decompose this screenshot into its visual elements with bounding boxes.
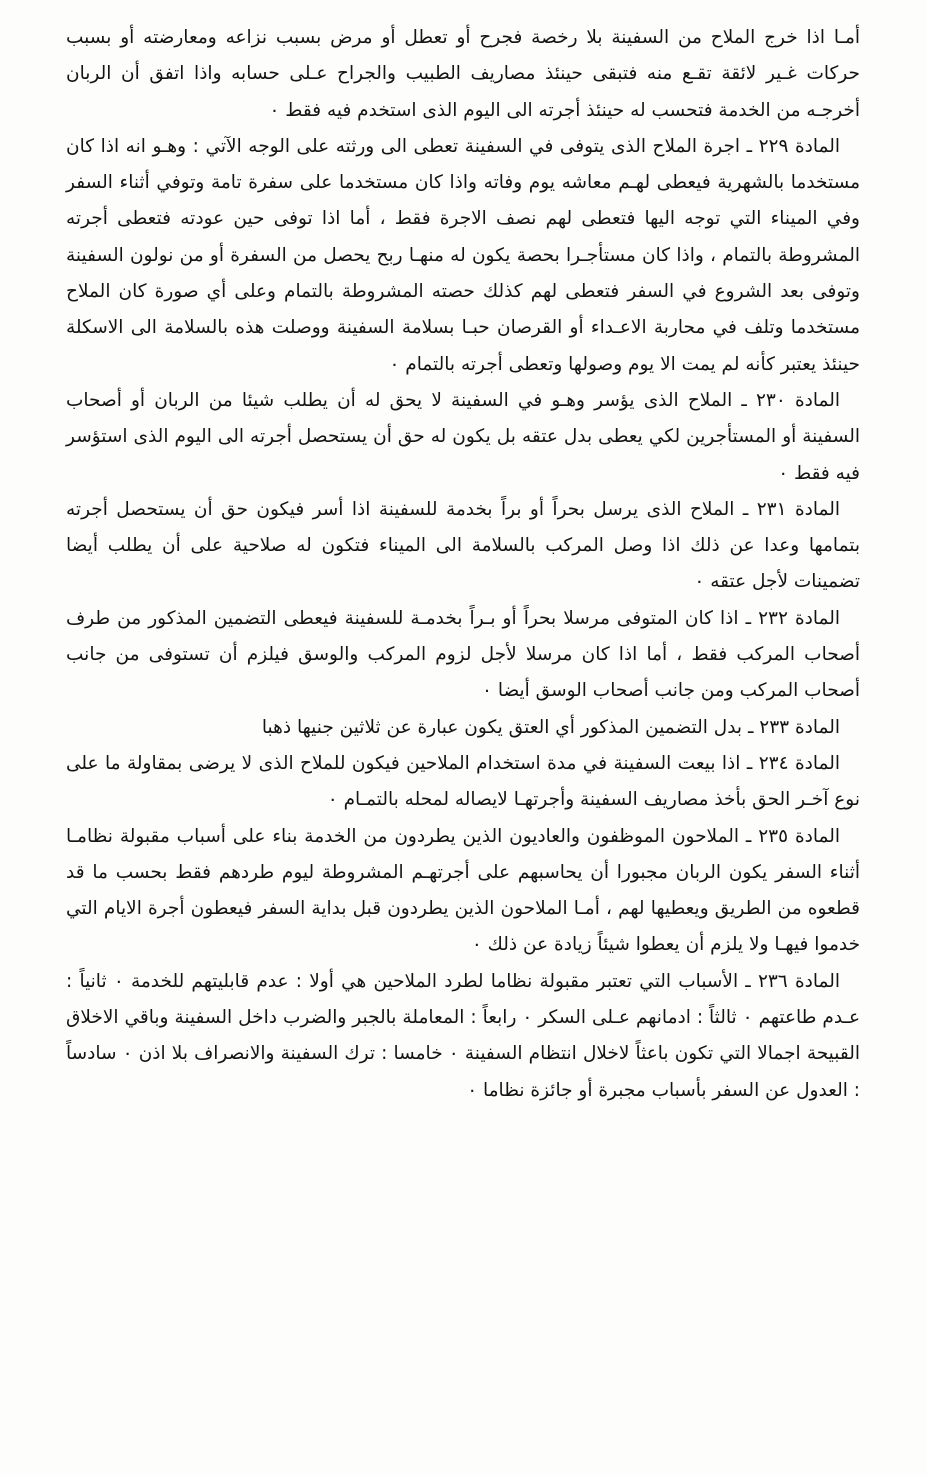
article-233: المادة ٢٣٣ ـ بدل التضمين المذكور أي العتق يكون عبارة عن ثلاثين جنيها ذهبا — [261, 716, 840, 738]
document-body — [66, 20, 860, 1109]
article-235: المادة ٢٣٥ ـ الملاحون الموظفون والعاديون الذين يطردون من الخدمة بناء على أسباب مقبولة نظامـا أثناء السفر يكون الربان مجبورا أن يحاسبهم على أجرتهـم المشروطة ليوم طردهم فقط بحسب ما قد قطعوه من الطريق ويعطيها لهم ، أمـا الملاحون الذين يطردون قبل بداية السفر فيعطون أجرة الايام التي خدموا فيهـا ولا يلزم أن يعطوا شيئاً زيادة عن ذلك ٠ — [66, 825, 860, 956]
article-230: المادة ٢٣٠ ـ الملاح الذى يؤسر وهـو في السفينة لا يحق له أن يطلب شيئا من الربان أو أصحاب السفينة أو المستأجرين لكي يعطى بدل عتقه بل يكون له حق أن يستحصل أجرته الى اليوم الذى استؤسر فيه فقط ٠ — [66, 389, 860, 484]
article-234: المادة ٢٣٤ ـ اذا بيعت السفينة في مدة استخدام الملاحين فيكون للملاح الذى لا يرضى بمقاولة ما على نوع آخـر الحق بأخذ مصاريف السفينة وأجرتهـا لايصاله لمحله بالتمـام ٠ — [66, 752, 860, 811]
article-229: المادة ٢٢٩ ـ اجرة الملاح الذى يتوفى في السفينة تعطى الى ورثته على الوجه الآتي : وهـو انه اذا كان مستخدما بالشهرية فيعطى لهـم معاشه يوم وفاته واذا كان مستخدما على سفرة تامة وتوفي أثناء السفر وفي الميناء التي توجه اليها فتعطى لهم نصف الاجرة فقط ، أما اذا توفى حين عودته فتعطى أجرته المشروطة بالتمام ، واذا كان مستأجـرا بحصة يكون له منهـا ربح يحصل من السفرة أو من نولون السفينة وتوفى بعد الشروع في السفر فتعطى لهم كذلك حصته المشروطة بالتمام وعلى أي صورة كان الملاح مستخدما وتلف في محاربة الاعـداء أو القرصان حبـا بسلامة السفينة ووصلت هذه بالسلامة الى الاسكلة حينئذ يعتبر كأنه لم يمت الا يوم وصولها وتعطى أجرته بالتمام ٠ — [66, 135, 860, 375]
article-232: المادة ٢٣٢ ـ اذا كان المتوفى مرسلا بحراً أو بـراً بخدمـة للسفينة فيعطى التضمين المذكور من طرف أصحاب المركب فقط ، أما اذا كان مرسلا لأجل لزوم المركب والوسق فيلزم أن تستوفى من جانب أصحاب المركب ومن جانب أصحاب الوسق أيضا ٠ — [66, 607, 860, 702]
paragraph-continuation: أمـا اذا خرج الملاح من السفينة بلا رخصة فجرح أو تعطل أو مرض بسبب نزاعه ومعارضته أو بسبب حركات غـير لائقة تقـع منه فتبقى حينئذ مصاريف الطبيب والجراح عـلى حسابه واذا اتفق أن الربان أخرجـه من الخدمة فتحسب له حينئذ أجرته الى اليوم الذى استخدم فيه فقط ٠ — [66, 27, 860, 121]
article-236: المادة ٢٣٦ ـ الأسباب التي تعتبر مقبولة نظاما لطرد الملاحين هي أولا : عدم قابليتهم للخدمة ٠ ثانياً : عـدم طاعتهم ٠ ثالثاً : ادمانهم عـلى السكر ٠ رابعاً : المعاملة بالجبر والضرب داخل السفينة وباقي الاخلاق القبيحة اجمالا التي تكون باعثاً لاخلال انتظام السفينة ٠ خامسا : ترك السفينة والانصراف بلا اذن ٠ سادساً : العدول عن السفر بأسباب مجبرة أو جائزة نظاما ٠ — [66, 970, 861, 1101]
article-231: المادة ٢٣١ ـ الملاح الذى يرسل بحراً أو براً بخدمة للسفينة اذا أسر فيكون حق أن يستحصل أجرته بتمامها وعدا عن ذلك اذا وصل المركب بالسلامة الى الميناء فتكون له صلاحية على أن يطلب أيضا تضمينات لأجل عتقه ٠ — [66, 498, 860, 593]
